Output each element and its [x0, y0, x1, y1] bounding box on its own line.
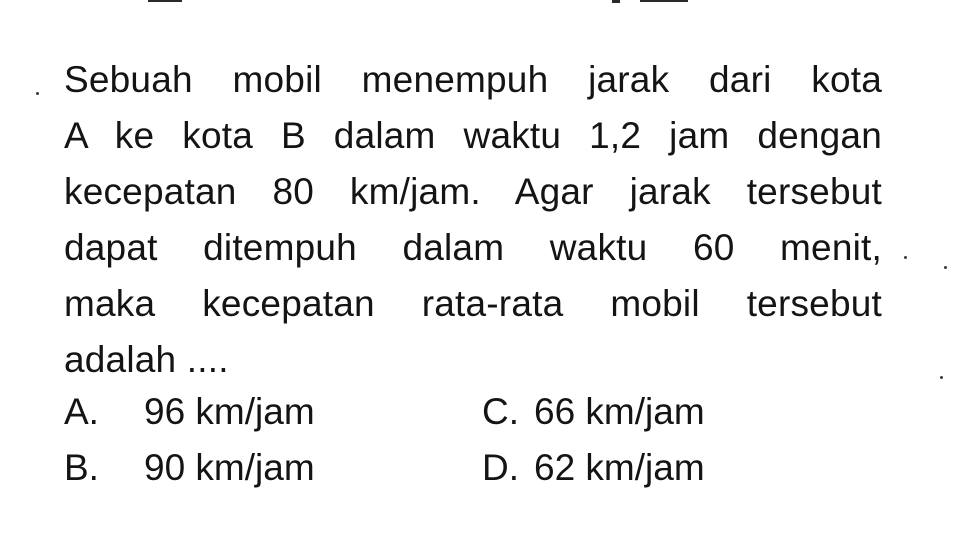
option-d[interactable] [482, 440, 705, 496]
scan-artifact-top-right [640, 0, 688, 2]
scan-artifact-top-mid [612, 0, 620, 3]
scan-artifact-top-left [148, 0, 182, 2]
question-line-6: adalah .... [64, 339, 229, 380]
question-line-4: dapat ditempuh dalam waktu 60 menit, [64, 227, 882, 268]
answer-options [64, 384, 844, 504]
option-a[interactable] [64, 384, 315, 440]
option-c[interactable] [482, 384, 705, 440]
scan-dot-right-1 [904, 256, 907, 259]
option-b[interactable] [64, 440, 315, 496]
option-a-text: 96 km/jam [144, 391, 315, 432]
question-line-5: maka kecepatan rata-rata mobil tersebut [64, 283, 882, 324]
question-line-1: Sebuah mobil menempuh jarak dari kota [64, 59, 882, 100]
option-d-letter: D. [482, 447, 519, 488]
scan-dot-left [36, 92, 39, 95]
option-c-text: 66 km/jam [534, 391, 705, 432]
question-line-3: kecepatan 80 km/jam. Agar jarak tersebut [64, 171, 882, 212]
option-b-text: 90 km/jam [144, 447, 315, 488]
question-text [64, 52, 894, 388]
option-d-text: 62 km/jam [534, 447, 705, 488]
question-line-2: A ke kota B dalam waktu 1,2 jam dengan [64, 115, 882, 156]
option-c-letter: C. [482, 391, 519, 432]
scan-dot-right-3 [940, 376, 943, 379]
option-b-letter: B. [64, 447, 99, 488]
option-a-letter: A. [64, 391, 99, 432]
scan-dot-right-2 [944, 266, 947, 269]
